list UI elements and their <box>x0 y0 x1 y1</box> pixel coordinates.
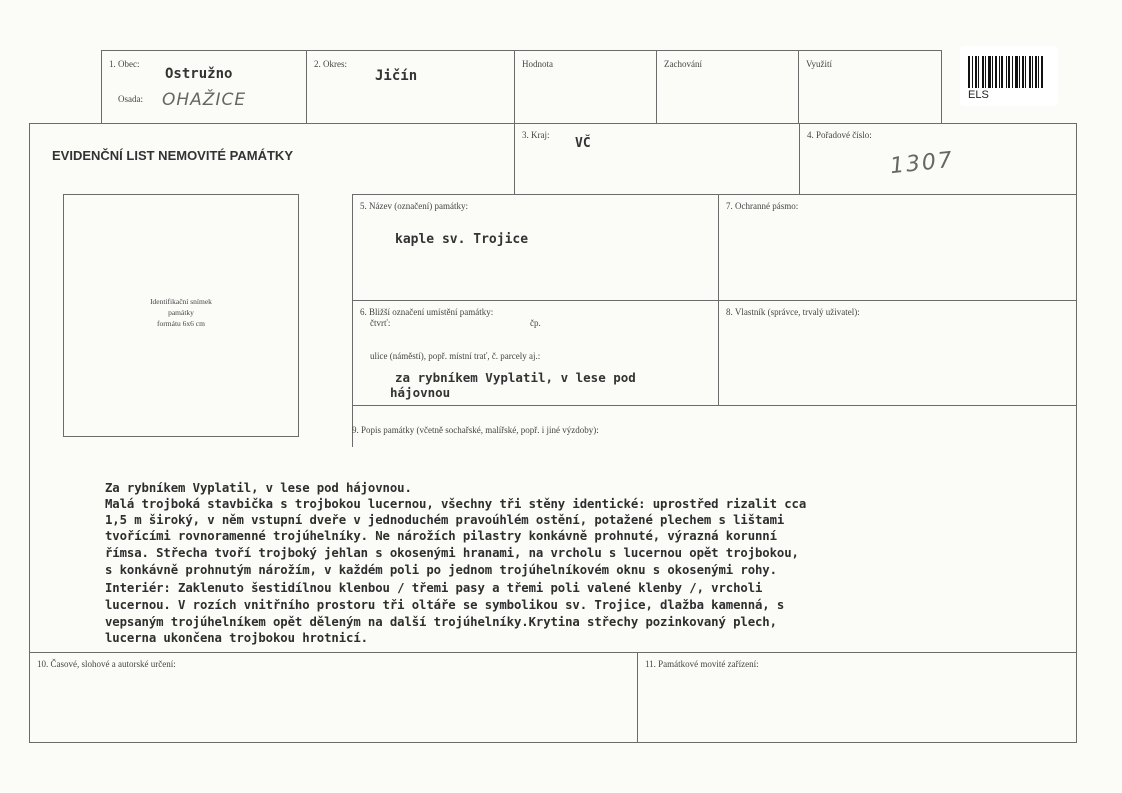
poradove-value: 1307 <box>888 147 956 180</box>
movite-label: 11. Památkové movité zařízení: <box>645 659 759 669</box>
ulice-label: ulice (náměstí), popř. místní trať, č. parcely aj.: <box>370 351 541 361</box>
popis-line: vepsaným trojúhelníkem opět děleným na další trojúhelníky.Krytina střechy pozinkovaný plech, <box>105 615 777 629</box>
page-title: EVIDENČNÍ LIST NEMOVITÉ PAMÁTKY <box>52 148 293 163</box>
nazev-value: kaple sv. Trojice <box>395 232 529 247</box>
popis-label: 9. Popis památky (včetně sochařské, malířské, popř. i jiné výzdoby): <box>352 425 599 435</box>
umisteni-label: 6. Bližší označení umístění památky: <box>360 307 494 317</box>
ctvrt-label: čtvrť: <box>370 318 391 328</box>
poradove-label: 4. Pořadové číslo: <box>807 130 872 140</box>
barcode-area <box>960 46 1058 106</box>
okres-value: Jičín <box>375 68 418 84</box>
okres-label: 2. Okres: <box>314 59 347 69</box>
kraj-box <box>514 123 800 195</box>
nazev-label: 5. Název (označení) památky: <box>360 201 468 211</box>
zachovani-label: Zachování <box>664 59 702 69</box>
popis-line: tvořícími rovnoramenné trojúhelníky. Ne nárožích pilastry konkávně prohnuté, výrazná korunní <box>105 529 777 543</box>
obec-label: 1. Obec: <box>109 59 140 69</box>
photo-caption-line: památky <box>168 308 194 317</box>
hodnota-label: Hodnota <box>522 59 553 69</box>
cp-label: čp. <box>530 318 541 328</box>
kraj-label: 3. Kraj: <box>522 130 550 140</box>
popis-line: Za rybníkem Vyplatil, v lese pod hájovnou. <box>105 481 412 495</box>
vlastnik-label: 8. Vlastník (správce, trvalý uživatel): <box>726 307 860 317</box>
popis-line: 1,5 m široký, v něm vstupní dveře v jednoduchém pravoúhlém ostění, potažené plechem s lištami <box>105 513 785 527</box>
kraj-value: VČ <box>575 136 591 151</box>
popis-line: s konkávně prohnutým nárožím, v každém poli po jednom trojúhelníkovém oknu s okosenými rohy. <box>105 563 777 577</box>
photo-caption-line: Identifikační snímek <box>150 297 212 306</box>
umisteni-value-line: hájovnou <box>390 385 451 400</box>
vyuziti-label: Využití <box>806 59 832 69</box>
photo-caption-line: formátu 6x6 cm <box>157 319 205 328</box>
popis-line: Malá trojboká stavbička s trojbokou lucernou, všechny tři stěny identické: uprostřed rizalit cca <box>105 497 807 511</box>
umisteni-value-line: za rybníkem Vyplatil, v lese pod <box>395 370 636 385</box>
osada-label: Osada: <box>118 94 143 104</box>
barcode-text: ELS <box>968 89 989 101</box>
popis-line: římsa. Střecha tvoří trojboký jehlan s okosenými hranami, na vrcholu s lucernou opět trojbokou, <box>105 546 799 560</box>
barcode-icon <box>968 56 1043 88</box>
popis-line: lucerna ukončena trojbokou hrotnicí. <box>105 631 368 645</box>
ochranne-label: 7. Ochranné pásmo: <box>726 201 799 211</box>
casove-label: 10. Časové, slohové a autorské určení: <box>37 659 176 669</box>
osada-value: OHAŽICE <box>162 90 247 110</box>
obec-value: Ostružno <box>165 66 233 82</box>
popis-line: lucernou. V rozích vnitřního prostoru tři oltáře se symbolikou sv. Trojice, dlažba kamenná, s <box>105 598 785 612</box>
photo-caption <box>63 296 299 329</box>
popis-line: Interiér: Zaklenuto šestidílnou klenbou / třemi pasy a třemi poli valené klenby /, vrcholi <box>105 581 763 595</box>
